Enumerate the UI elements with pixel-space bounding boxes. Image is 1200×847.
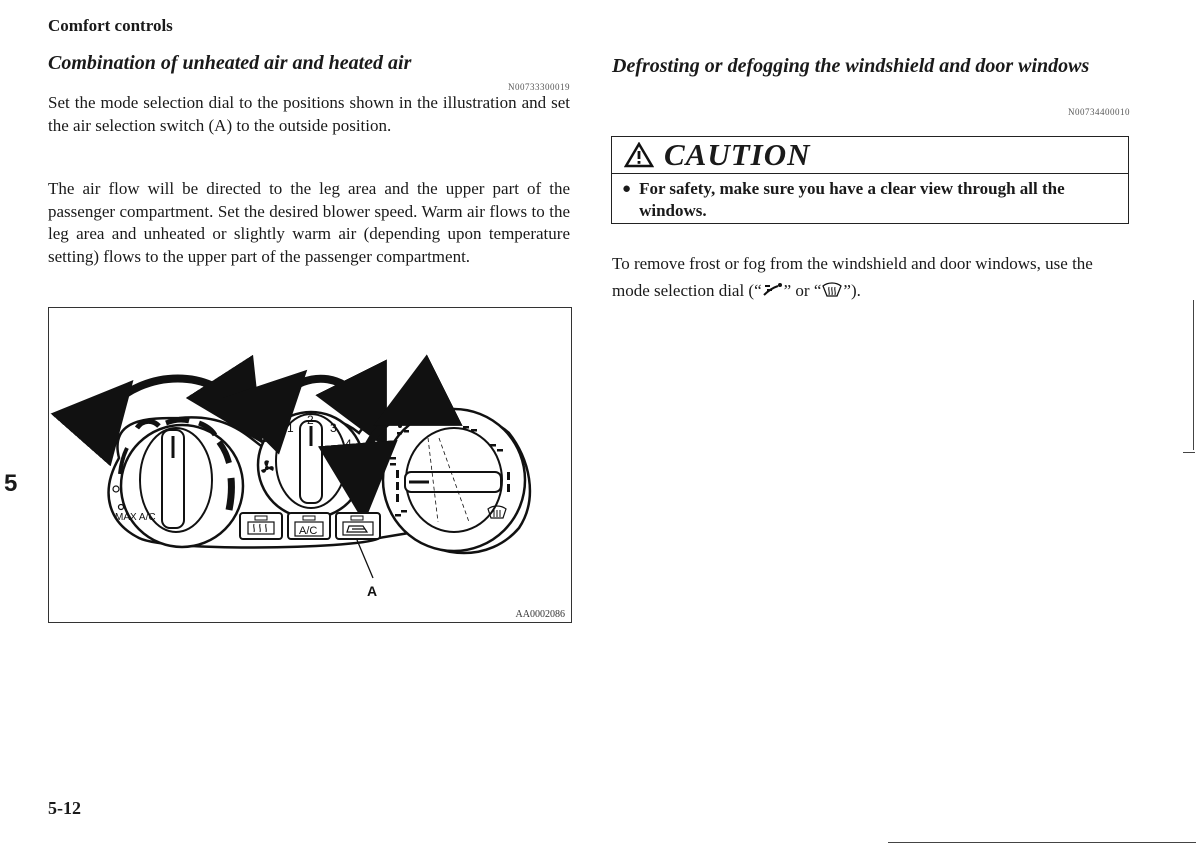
climate-panel-drawing [49, 308, 571, 622]
caution-text: For safety, make sure you have a clear view through all the windows. [639, 179, 1065, 220]
bottom-edge-mark [888, 842, 1196, 843]
right-edge-tick [1183, 452, 1195, 453]
caution-header [612, 137, 1128, 174]
section-number: 5 [4, 470, 18, 497]
doc-code-left: N00733300019 [508, 82, 570, 92]
callout-a-label: A [367, 583, 378, 599]
paragraph-defrost-instructions [612, 250, 1132, 304]
section-header: Comfort controls [48, 16, 173, 35]
illustration-code: AA0002086 [515, 609, 565, 620]
paragraph-mode-setting: Set the mode selection dial to the positions shown in the illustration and set the air selection switch (A) to the outside position. [48, 93, 570, 135]
doc-code-right: N00734400010 [1068, 107, 1130, 117]
fan-speed-2-label: 2 [307, 413, 314, 427]
fan-speed-1-label: 1 [287, 421, 294, 435]
fan-speed-3-label: 3 [330, 421, 337, 435]
bullet-icon: ● [622, 181, 632, 197]
defrost-text-after: ”). [843, 281, 861, 300]
rear-defroster-button[interactable] [240, 513, 282, 539]
page-number: 5-12 [48, 798, 81, 818]
defrost-foot-mode-icon [762, 282, 784, 298]
heading-defrosting: Defrosting or defogging the windshield and door windows [612, 55, 1090, 77]
climate-control-illustration [48, 307, 572, 623]
caution-title: CAUTION [664, 137, 811, 172]
max-ac-label: MAX A/C [115, 512, 156, 523]
temperature-dial [113, 420, 243, 547]
defrost-text-before: To remove frost or fog from the windshield and door windows, use the mode selection dial (“ [612, 254, 1093, 300]
callout-line [357, 540, 373, 578]
fan-speed-arrow [279, 379, 369, 413]
fan-off-label: OFF [261, 434, 281, 445]
temperature-arrow [107, 379, 241, 411]
ac-button[interactable] [288, 513, 330, 539]
caution-box [611, 136, 1129, 224]
caution-item [612, 174, 1128, 222]
right-edge-mark [1193, 300, 1194, 450]
warning-triangle-icon [624, 142, 654, 168]
mode-selection-dial [383, 409, 525, 551]
defrost-windshield-icon [821, 282, 843, 298]
fan-speed-4-label: 4 [345, 437, 352, 451]
paragraph-air-flow: The air flow will be directed to the leg area and the upper part of the passenger compartment. Set the desired blower speed. Warm air flows to the leg area and unheated or slightly warm air (depending upon temperature setting) flows to the upper part of the passenger compartment. [48, 179, 570, 266]
defrost-text-mid: ” or “ [783, 281, 822, 300]
heading-unheated-heated-air: Combination of unheated air and heated air [48, 52, 412, 74]
air-selection-switch[interactable] [336, 513, 380, 539]
fan-speed-dial [258, 412, 364, 518]
ac-button-label: A/C [299, 525, 318, 537]
